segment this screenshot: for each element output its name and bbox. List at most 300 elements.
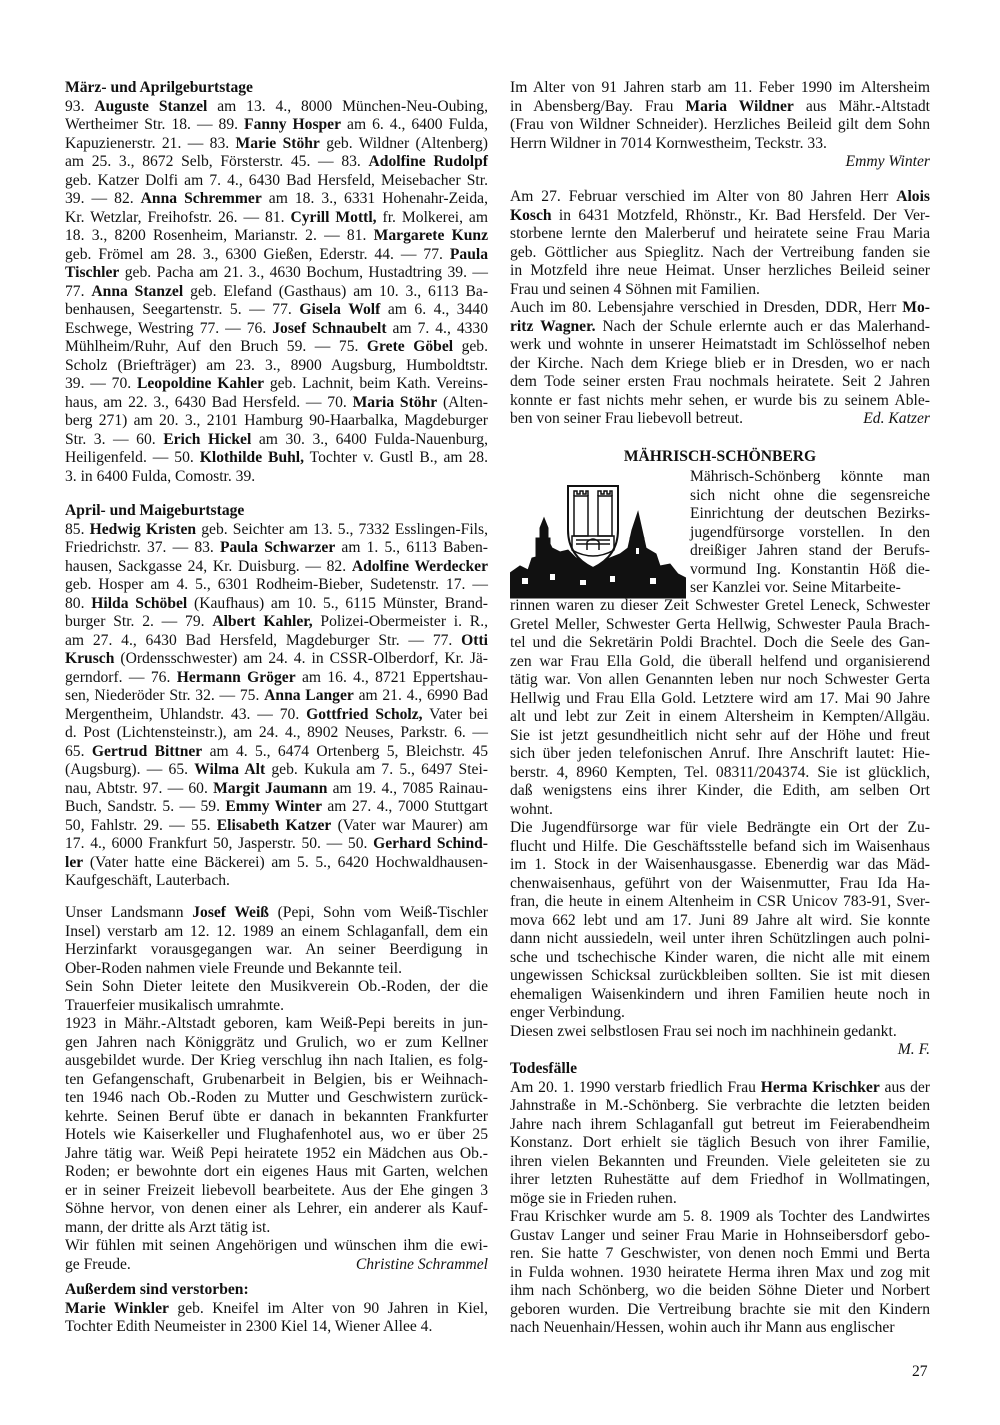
- text-run: in Abensberg/Bay. Frau: [510, 97, 686, 115]
- text-line: [65, 558, 488, 577]
- text-line: [65, 923, 488, 942]
- text-line: [65, 1034, 488, 1053]
- paragraph: [690, 468, 930, 598]
- person-name: Tischler: [65, 264, 120, 281]
- paragraph: [510, 153, 930, 172]
- text-run: Tochter v. Gustl B., am 28.: [304, 449, 488, 466]
- text-run: (Frau von Wildner Schneider). Herzliches Beileid gilt dem Sohn: [510, 116, 930, 133]
- text-line: [65, 1300, 488, 1319]
- text-run: tel und die Sekretärin Poldi Brachtel. Doch die Seele des Gan-: [510, 634, 930, 651]
- text-run: berg 271) am 20. 3., 2101 Hamburg 90-Haarbalka, Magdeburger: [65, 412, 488, 429]
- text-line: [510, 875, 930, 894]
- maehrisch-schoenberg-intro: [690, 468, 930, 598]
- paragraph: [65, 1237, 488, 1274]
- person-name: Marie Stöhr: [235, 134, 320, 152]
- text-run: fran, die heute in einem Altenheim in CSR Unicov 783-91, Sver-: [510, 893, 930, 910]
- paragraph: [65, 1300, 488, 1337]
- person-name: Krusch: [65, 650, 115, 667]
- text-line: [65, 468, 488, 487]
- text-line: [510, 764, 930, 783]
- text-run: Mergentheim, Uhlandstr. 43. — 70.: [65, 705, 307, 723]
- text-run: Scholz (Briefträger) am 23. 3., 8900 Augsburg, Humboldtstr.: [65, 356, 488, 374]
- text-line: [65, 706, 488, 725]
- text-line: [510, 135, 930, 154]
- paragraph: [510, 1208, 930, 1338]
- text-line: [65, 1237, 488, 1256]
- obituary-josef-weiss: [65, 904, 488, 1274]
- text-run: am 1. 5., 6113 Baben-: [335, 539, 488, 556]
- person-name: Maria Stöhr: [352, 393, 438, 411]
- text-run: jugendfürsorge vorstellen. In den: [690, 523, 930, 541]
- text-line: [65, 595, 488, 614]
- text-line: [510, 410, 930, 429]
- obituary-kosch-wagner: [510, 188, 930, 429]
- text-line: [690, 487, 930, 506]
- text-run: Kapuzienerstr. 21. — 83.: [65, 134, 236, 152]
- text-run: ungewissen Schicksal zurückbleiben sollten. Sie ist mit diesen: [510, 967, 930, 984]
- text-line: [65, 1108, 488, 1127]
- text-line: [65, 743, 488, 762]
- person-name: Fanny Hosper: [244, 116, 342, 133]
- text-line: [510, 1097, 930, 1116]
- text-line: [65, 1318, 488, 1337]
- text-line: [65, 1182, 488, 1201]
- text-run: alt und lebt zur Zeit in einem Altersheim in Kempten/Allgäu.: [510, 708, 930, 725]
- text-run: zen war Frau Ella Gold, die überall helfend und organisierend: [510, 652, 930, 670]
- text-run: 65.: [65, 742, 92, 760]
- text-run: Nach der Schule erlernte auch er das Malerhand-: [595, 317, 930, 335]
- text-run: fr. Molkerei, am: [376, 208, 488, 226]
- text-line: [65, 190, 488, 209]
- text-line: [510, 373, 930, 392]
- text-run: enger Verbindung.: [510, 1004, 625, 1021]
- text-run: ihren vielen Bekannten und Freunden. Viele geleiteten sie zu: [510, 1152, 930, 1170]
- text-line: [65, 412, 488, 431]
- text-line: [510, 838, 930, 857]
- text-line: [65, 960, 488, 979]
- person-name: Grete Göbel: [366, 338, 454, 355]
- text-line: [510, 188, 930, 207]
- text-line: [65, 1200, 488, 1219]
- text-run: ten Gefangenschaft, Grubenarbeit in Belgien, bis er Weihnach-: [65, 1070, 488, 1088]
- text-line: [65, 264, 488, 283]
- text-run: am 7. 4., 4330: [386, 319, 489, 337]
- text-run: Herzinfarkt vorausgegangen war. An seiner Beerdigung in: [65, 941, 488, 958]
- text-run: Frau und seinen 4 Söhnen mit Familien.: [510, 280, 760, 298]
- text-run: Insel) verstarb am 12. 12. 1989 an einem Schlaganfall, dem ein: [65, 922, 488, 940]
- text-line: [510, 98, 930, 117]
- text-run: (Ordensschwester) am 24. 4. in CSSR-Olberdorf, Kr. Jä-: [114, 650, 488, 667]
- text-line: [510, 281, 930, 300]
- person-name: Adolfine Rudolpf: [368, 153, 489, 170]
- text-line: [510, 1134, 930, 1153]
- text-run: chenwaisenhaus, geführt von der Waisenmutter, Frau Ida Ha-: [510, 874, 930, 892]
- text-run: am 21. 4., 6990 Bad: [353, 687, 489, 704]
- text-run: aus Mähr.-Altstadt: [793, 97, 930, 115]
- section-heading: Außerdem sind verstorben:: [65, 1281, 249, 1298]
- text-line: [510, 1227, 930, 1246]
- text-run: dem Tode seiner ersten Frau nochmals heiratete. Seit 2 Jahren: [510, 373, 930, 390]
- text-line: [510, 856, 930, 875]
- text-run: konnte er fast nichts mehr sehen, er wurde bis zu seinem Able-: [510, 391, 930, 409]
- text-line: [690, 561, 930, 580]
- text-run: sich über jeden telefonischen Anruf. Ihre Anschrift lautet: Hie-: [510, 745, 930, 762]
- text-run: am 27. 4., 6430 Bad Hersfeld, Magdeburger Str. — 77.: [65, 631, 462, 649]
- text-run: 18. 3., 8200 Rosenheim, Marianstr. 2. — 81.: [65, 227, 374, 244]
- text-run: wohnt.: [510, 800, 553, 818]
- text-run: Jahre tätig war. Weiß Pepi heiratete 1952 ein Mädchen aus Ob.-: [65, 1144, 488, 1162]
- person-name: Gisela Wolf: [299, 301, 381, 318]
- text-run: in Motzfeld ihre neue Heimat. Unser herzliches Beileid seiner: [510, 262, 930, 279]
- person-name: Marie Winkler: [65, 1299, 169, 1317]
- text-run: am 19. 4., 7085 Rainau-: [327, 779, 488, 797]
- text-run: am 6. 4., 6400 Fulda,: [341, 116, 488, 133]
- text-run: ihm nach Schönberg, wo die beiden Söhne Dieter und Norbert: [510, 1282, 930, 1299]
- person-name: Alois: [896, 188, 930, 205]
- text-run: in 6431 Motzfeld, Rhönstr., Kr. Bad Hersfeld. Der Ver-: [551, 206, 930, 224]
- text-line: [510, 616, 930, 635]
- text-line: [510, 727, 930, 746]
- person-name: Leopoldine Kahler: [136, 375, 265, 392]
- text-run: Kaufgeschäft, Lauterbach.: [65, 872, 230, 889]
- paragraph: [65, 978, 488, 1015]
- text-line: [510, 801, 930, 820]
- paragraph: [65, 98, 488, 487]
- text-line: [65, 872, 488, 891]
- text-line: [65, 394, 488, 413]
- text-run: d. Post (Lichtensteinstr.), am 24. 4., 8902 Neuses, Parkstr. 6. —: [65, 724, 488, 741]
- text-run: am 25. 3., 8672 Selb, Försterstr. 45. — 83.: [65, 153, 369, 170]
- paragraph: [510, 819, 930, 1023]
- text-run: am 6. 4., 3440: [380, 301, 488, 318]
- town-coat-of-arms-illustration: [510, 478, 686, 600]
- text-line: [65, 1219, 488, 1238]
- text-line: [510, 1301, 930, 1320]
- text-run: 93.: [65, 97, 95, 115]
- text-line: [510, 690, 930, 709]
- text-line: [510, 1116, 930, 1135]
- paragraph: [510, 79, 930, 153]
- text-run: geb. Elefand (Gasthaus) am 10. 3., 6113 Ba-: [183, 282, 489, 300]
- person-name: Erich Hickel: [163, 430, 252, 448]
- text-run: am 4. 5., 6474 Ortenberg 5, Bleichstr. 45: [202, 742, 488, 760]
- text-run: ben von seiner Frau liebevoll betreut.: [510, 410, 743, 427]
- text-line: [510, 1319, 930, 1338]
- text-run: gerndorf. — 76.: [65, 668, 177, 686]
- person-name: Otti: [461, 631, 488, 649]
- text-line: [65, 1145, 488, 1164]
- text-line: [690, 524, 930, 543]
- text-line: [65, 1163, 488, 1182]
- text-line: [65, 997, 488, 1016]
- text-line: [65, 613, 488, 632]
- text-run: burger Str. 2. — 79.: [65, 613, 213, 630]
- author-signature: M. F.: [897, 1041, 930, 1058]
- paragraph: [510, 299, 930, 429]
- text-line: [510, 893, 930, 912]
- section-heading: Todesfälle: [510, 1060, 578, 1077]
- text-run: Mährisch-Schönberg könnte man: [690, 468, 930, 485]
- text-run: ausgebildet wurde. Der Krieg verschlug ihn nach Italien, es folg-: [65, 1052, 488, 1069]
- text-run: Gretel Meller, Schwester Gerta Hellwig, Schwester Paula Brach-: [510, 615, 930, 633]
- text-run: (Alten-: [437, 393, 488, 411]
- text-run: Trauerfeier musikalisch umrahmte.: [65, 996, 284, 1014]
- text-run: geb. Seichter am 13. 5., 7332 Esslingen-Fils,: [196, 520, 488, 538]
- text-run: Friedrichstr. 37. — 83.: [65, 539, 220, 556]
- text-run: am 16. 4., 8721 Eppertshau-: [295, 668, 488, 686]
- person-name: Mo-: [902, 299, 930, 316]
- text-run: Frau Krischker wurde am 5. 8. 1909 als Tochter des Landwirtes: [510, 1208, 930, 1225]
- text-run: 1923 in Mähr.-Altstadt geboren, kam Weiß-Pepi bereits in jun-: [65, 1015, 488, 1032]
- person-name: Anna Stanzel: [91, 282, 184, 300]
- text-run: Sein Sohn Dieter leitete den Musikverein Ob.-Roden, der die: [65, 978, 488, 995]
- text-line: [65, 209, 488, 228]
- text-run: im 1. Stock in der Waisenhausgasse. Ebenerdig war das Mäd-: [510, 856, 930, 873]
- page-number: 27: [912, 1363, 928, 1380]
- text-run: tätig war. Von allen Genannten leben nur noch Schwester Gerta: [510, 671, 930, 688]
- text-line: [65, 116, 488, 135]
- person-name: Gottfried Scholz,: [306, 705, 423, 723]
- text-line: [65, 431, 488, 450]
- text-run: in Fulda wohnen. 1930 heiratete Herma ihren Max und zog mit: [510, 1263, 930, 1281]
- text-run: 77.: [65, 282, 92, 300]
- text-line: [690, 468, 930, 487]
- text-line: [65, 357, 488, 376]
- person-name: Wilma Alt: [194, 761, 266, 778]
- person-name: Adolfine Werdecker: [351, 557, 489, 575]
- text-run: (Augsburg). — 65.: [65, 761, 195, 778]
- text-run: daß wenigstens eins ihrer Kinder, die Edith, am selben Ort: [510, 782, 930, 799]
- section-heading: März- und Aprilgeburtstage: [65, 79, 253, 96]
- text-line: [510, 1023, 930, 1042]
- text-run: 85.: [65, 520, 90, 538]
- text-run: nach Neuenhain/Hessen, wohin auch ihr Mann aus englischer: [510, 1319, 895, 1336]
- obituary-maria-wildner: [510, 79, 930, 172]
- person-name: Hermann Gröger: [176, 668, 296, 686]
- text-run: geb. Katzer Dolfi am 7. 4., 6430 Bad Hersfeld, Meisebacher Str.: [65, 171, 488, 189]
- paragraph: [65, 1015, 488, 1237]
- text-line: [65, 1089, 488, 1108]
- author-signature: Emmy Winter: [845, 153, 930, 170]
- text-run: Jahnstraße in M.-Schönberg. Sie verbrachte die letzten beiden: [510, 1097, 930, 1114]
- text-run: möge sie in Frieden ruhen.: [510, 1189, 677, 1207]
- text-line: [690, 542, 930, 561]
- text-run: Jahre nach ihrem Schlaganfall gut betreut im Feierabendheim: [510, 1115, 930, 1133]
- text-run: (Pepi, Sohn vom Weiß-Tischler: [268, 904, 488, 921]
- text-run: Str. 3. — 60.: [65, 430, 164, 448]
- text-line: [510, 207, 930, 226]
- text-line: [510, 262, 930, 281]
- deaths-section: [510, 1060, 930, 1338]
- text-run: sich nicht ohne die segensreiche: [690, 486, 930, 504]
- text-run: dreißiger Jahren stand der Berufs-: [690, 542, 930, 559]
- text-line: [510, 597, 930, 616]
- text-run: am 18. 3., 6331 Hohenahr-Zeida,: [261, 190, 489, 207]
- text-line: [65, 1015, 488, 1034]
- text-line: [65, 521, 488, 540]
- text-run: ten 1946 nach Ob.-Roden zu Mutter und Geschwistern zurück-: [65, 1089, 488, 1106]
- text-run: Einrichtung der deutschen Bezirks-: [690, 505, 930, 522]
- text-line: [510, 1282, 930, 1301]
- text-line: [510, 653, 930, 672]
- text-run: nau, Abtstr. 97. — 60.: [65, 779, 214, 797]
- text-line: [690, 505, 930, 524]
- text-run: (Kaufhaus) am 10. 5., 6115 Münster, Brand-: [187, 594, 488, 612]
- person-name: Josef Schnaubelt: [272, 319, 387, 337]
- person-name: ler: [65, 853, 84, 871]
- text-line: [65, 172, 488, 191]
- text-run: Hotels wie Kaiserkeller und Flughafenhotel aus, wo er über 25: [65, 1126, 488, 1143]
- text-line: [510, 116, 930, 135]
- text-line: [510, 967, 930, 986]
- text-run: 50, Fahlstr. 29. — 55.: [65, 816, 217, 834]
- text-run: ser Kanzlei vor. Seine Mitarbeite-: [690, 579, 901, 596]
- maehrisch-schoenberg-body: [510, 597, 930, 1060]
- text-run: sche und tschechische Kinder waren, die nicht alle mit einem: [510, 948, 930, 966]
- text-run: geboren wurden. Die Vertreibung brachte sie mit den Kindern: [510, 1300, 930, 1318]
- person-name: Paula: [449, 245, 488, 263]
- text-run: berstr. 4, 8960 Kempten, Tel. 08311/204374. Sie ist glücklich,: [510, 763, 930, 781]
- person-name: Emmy Winter: [225, 798, 322, 815]
- text-run: Heiligenfeld. — 50.: [65, 449, 200, 466]
- text-line: [510, 819, 930, 838]
- text-line: [510, 1245, 930, 1264]
- text-run: Eschwege, Westring 77. — 76.: [65, 319, 273, 337]
- text-run: Im Alter von 91 Jahren starb am 11. Feber 1990 im Altersheim: [510, 79, 930, 96]
- text-line: [690, 579, 930, 598]
- text-run: Sie ist jetzt gesundheitlich nicht sehr auf der Höhe und freut: [510, 726, 930, 744]
- person-name: Hilda Schöbel: [91, 594, 188, 612]
- text-line: [65, 135, 488, 154]
- section-heading: April- und Maigeburtstage: [65, 502, 245, 519]
- text-line: [65, 669, 488, 688]
- text-line: [65, 817, 488, 836]
- text-line: [510, 930, 930, 949]
- paragraph: [510, 1023, 930, 1042]
- text-line: [65, 761, 488, 780]
- text-line: [510, 1041, 930, 1060]
- text-run: 80.: [65, 594, 92, 612]
- text-line: [510, 336, 930, 355]
- text-line: [65, 1126, 488, 1145]
- text-run: der Kirche. Nach dem Kriege blieb er in Dresden, wo er nach: [510, 354, 930, 372]
- text-run: Hellwig und Frau Ella Gold. Letztere wird am 17. Mai 90 Jahre: [510, 689, 930, 707]
- text-line: [65, 650, 488, 669]
- person-name: Margit Jaumann: [213, 779, 328, 797]
- text-run: Diesen zwei selbstlosen Frau sei noch im nachhinein gedankt.: [510, 1022, 897, 1040]
- text-run: Ober-Roden nahmen viele Freunde und Bekannte teil.: [65, 959, 403, 977]
- text-run: (Vater war Maurer) am: [331, 816, 489, 834]
- text-line: [510, 1079, 930, 1098]
- text-line: [65, 1052, 488, 1071]
- text-run: Wertheimer Str. 18. — 89.: [65, 116, 245, 133]
- person-name: Elisabeth Katzer: [216, 816, 332, 834]
- person-name: Josef Weiß: [192, 904, 269, 921]
- text-line: [510, 153, 930, 172]
- text-run: geb. Hosper am 4. 5., 6301 Rodheim-Bieber, Sudetenstr. 17. —: [65, 576, 488, 593]
- paragraph: [65, 904, 488, 978]
- other-deaths: [65, 1281, 488, 1337]
- text-line: [65, 449, 488, 468]
- text-line: [65, 904, 488, 923]
- text-line: [510, 299, 930, 318]
- text-run: ihrer letzten Ruhestätte auf dem Friedhof in Wollmatingen,: [510, 1171, 930, 1188]
- person-name: Anna Langer: [264, 687, 354, 704]
- text-run: Die Jugendfürsorge war für viele Bedrängte ein Ort der Zu-: [510, 819, 930, 836]
- text-run: 3. in 6400 Fulda, Comostr. 39.: [65, 467, 256, 485]
- person-name: Gerhard Schind-: [373, 835, 488, 852]
- text-line: [65, 539, 488, 558]
- person-name: Herma Krischker: [760, 1078, 880, 1096]
- text-line: [510, 745, 930, 764]
- text-run: Auch im 80. Lebensjahre verschied in Dresden, DDR, Herr: [510, 299, 903, 316]
- text-line: [65, 98, 488, 117]
- text-run: Mühlheim/Ruhr, Auf den Bruch 59. — 75.: [65, 338, 367, 355]
- person-name: Albert Kahler,: [212, 613, 313, 630]
- text-line: [510, 1264, 930, 1283]
- text-line: [65, 835, 488, 854]
- text-line: [65, 1256, 488, 1275]
- text-line: [510, 392, 930, 411]
- person-name: Auguste Stanzel: [94, 97, 208, 115]
- text-line: [510, 1208, 930, 1227]
- text-line: [65, 375, 488, 394]
- text-run: rinnen waren zu dieser Zeit Schwester Gretel Leneck, Schwester: [510, 597, 930, 614]
- text-line: [65, 780, 488, 799]
- paragraph: [510, 188, 930, 299]
- text-line: [510, 949, 930, 968]
- text-line: [65, 1071, 488, 1090]
- text-line: [65, 576, 488, 595]
- text-line: [510, 79, 930, 98]
- person-name: ritz Wagner.: [510, 317, 596, 335]
- text-line: [65, 153, 488, 172]
- text-run: geb. Kukula am 7. 5., 6497 Stei-: [265, 761, 488, 778]
- text-run: am 13. 4., 8000 München-Neu-Oubing,: [207, 97, 489, 115]
- text-line: [65, 227, 488, 246]
- text-line: [510, 782, 930, 801]
- text-run: benhausen, Seegartenstr. 5. — 77.: [65, 301, 300, 318]
- text-line: [65, 338, 488, 357]
- text-run: sen, Niederöder Str. 32. — 75.: [65, 687, 265, 704]
- text-line: [510, 1153, 930, 1172]
- paragraph: [510, 1041, 930, 1060]
- person-name: Maria Wildner: [685, 97, 794, 115]
- text-line: [65, 320, 488, 339]
- text-run: 39. — 82.: [65, 190, 141, 207]
- text-run: geb. Kneifel im Alter von 90 Jahren in Kiel,: [168, 1299, 488, 1317]
- text-line: [510, 1171, 930, 1190]
- text-run: storbene lernte den Malerberuf und heiratete seine Frau Maria: [510, 225, 930, 242]
- person-name: Cyrill Mottl,: [290, 208, 377, 226]
- paragraph: [510, 597, 930, 819]
- text-line: [65, 941, 488, 960]
- text-run: ren. Sie hatte 7 Geschwister, von denen noch Emmi und Berta: [510, 1245, 930, 1262]
- march-april-birthdays: [65, 79, 488, 486]
- text-line: [65, 978, 488, 997]
- text-run: gen Jahren nach Königgrätz und Grulich, wo er zum Kellner: [65, 1033, 488, 1051]
- text-run: geb. Lachnit, beim Kath. Vereins-: [264, 375, 488, 392]
- text-run: Wir fühlen mit seinen Angehörigen und wünschen ihm die ewi-: [65, 1237, 488, 1254]
- text-line: [510, 244, 930, 263]
- text-line: [65, 687, 488, 706]
- text-line: [510, 318, 930, 337]
- text-run: Buch, Sandstr. 5. — 59.: [65, 798, 226, 815]
- text-run: 17. 4., 6000 Frankfurt 50, Jasperstr. 50. — 50.: [65, 835, 374, 852]
- text-line: [510, 225, 930, 244]
- person-name: Margarete Kunz: [373, 227, 489, 244]
- text-line: [65, 301, 488, 320]
